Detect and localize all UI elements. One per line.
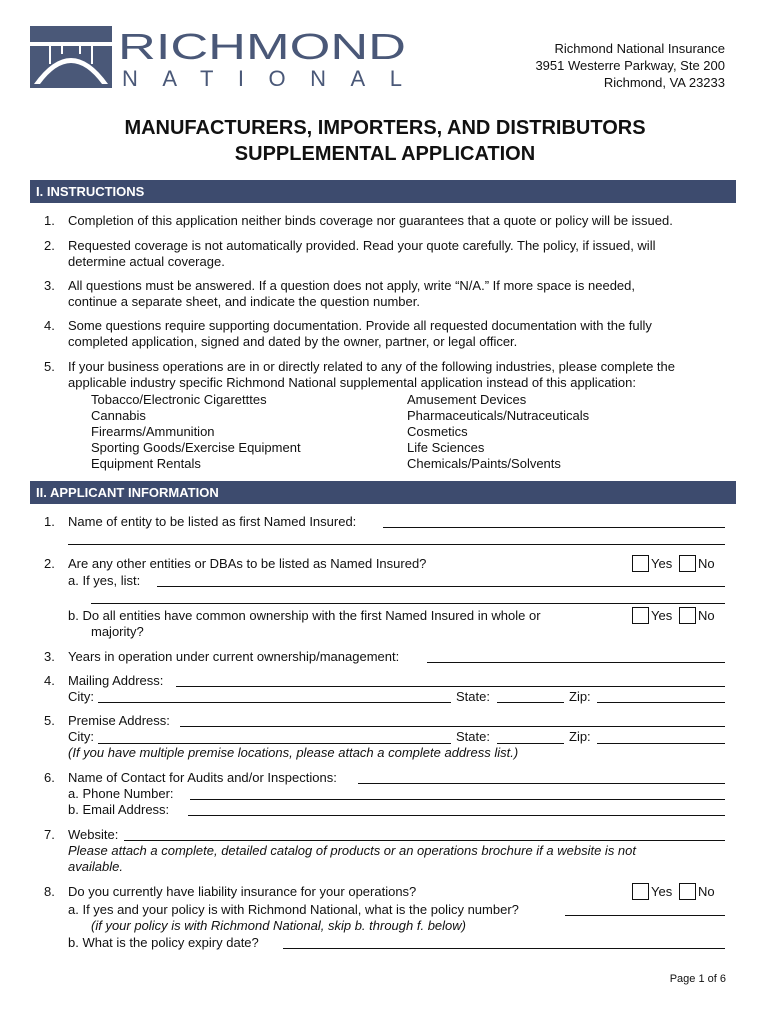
title-line-2: SUPPLEMENTAL APPLICATION (234, 143, 536, 165)
q2b-yes-checkbox[interactable] (632, 607, 649, 624)
question-number: 6. (44, 770, 55, 785)
sub-question-label: a. If yes and your policy is with Richmond National, what is the policy number? (68, 902, 519, 917)
page-number: Page 1 of 6 (669, 973, 726, 985)
industry-item: Amusement Devices (407, 392, 527, 407)
item-text: applicable industry specific Richmond National supplemental application instead of this application: (68, 375, 636, 390)
item-number: 2. (44, 238, 55, 253)
policy-expiry-date-field[interactable] (283, 948, 725, 949)
item-text: determine actual coverage. (68, 254, 225, 269)
sub-question-label: a. Phone Number: (68, 786, 174, 801)
question-number: 7. (44, 827, 55, 842)
question-number: 8. (44, 884, 55, 899)
sub-question-label: majority? (91, 624, 144, 639)
question-label: Premise Address: (68, 713, 170, 728)
item-text: continue a separate sheet, and indicate the question number. (68, 294, 420, 309)
mailing-address-field[interactable] (176, 686, 725, 687)
policy-number-field[interactable] (565, 915, 725, 916)
question-number: 1. (44, 514, 55, 529)
sub-question-label: b. What is the policy expiry date? (68, 935, 259, 950)
question-label: Name of entity to be listed as first Named Insured: (68, 514, 357, 529)
section-header-instructions: I. INSTRUCTIONS (30, 180, 736, 203)
address-line: 3951 Westerre Parkway, Ste 200 (535, 58, 725, 73)
item-text: Requested coverage is not automatically provided. Read your quote carefully. The policy, if issued, will (68, 238, 656, 253)
city-label: City: (68, 729, 94, 744)
sub-question-label: b. Email Address: (68, 802, 170, 817)
item-text: All questions must be answered. If a question does not apply, write “N/A.” If more space is needed, (68, 278, 635, 293)
other-entities-list-field-line-2[interactable] (91, 603, 725, 604)
no-label: No (698, 884, 715, 899)
q8-no-checkbox[interactable] (679, 883, 696, 900)
richmond-national-logo (30, 24, 410, 90)
question-label: Website: (68, 827, 119, 842)
address-line: Richmond National Insurance (554, 41, 725, 56)
question-4 (0, 673, 770, 705)
named-insured-field-line-2[interactable] (68, 544, 725, 545)
yes-label: Yes (651, 556, 673, 571)
sub-question-label: a. If yes, list: (68, 573, 141, 588)
industry-item: Cosmetics (407, 424, 468, 439)
item-text: If your business operations are in or directly related to any of the following industries, please complete the (68, 359, 676, 374)
industry-item: Life Sciences (407, 440, 485, 455)
company-address (535, 40, 725, 91)
email-address-field[interactable] (188, 815, 725, 816)
zip-label: Zip: (569, 689, 591, 704)
industry-item: Pharmaceuticals/Nutraceuticals (407, 408, 590, 423)
q2-yes-checkbox[interactable] (632, 555, 649, 572)
industry-item: Chemicals/Paints/Solvents (407, 456, 561, 471)
section-header-applicant-information: II. APPLICANT INFORMATION (30, 481, 736, 504)
premise-state-field[interactable] (497, 743, 564, 744)
title-line-1: MANUFACTURERS, IMPORTERS, AND DISTRIBUTORS (124, 117, 646, 139)
premise-address-field[interactable] (180, 726, 725, 727)
zip-label: Zip: (569, 729, 591, 744)
question-7 (0, 827, 770, 875)
question-number: 4. (44, 673, 55, 688)
question-label: Are any other entities or DBAs to be listed as Named Insured? (68, 556, 427, 571)
contact-name-field[interactable] (358, 783, 725, 784)
industry-item: Firearms/Ammunition (91, 424, 215, 439)
item-text: Some questions require supporting documentation. Provide all requested documentation with the fully (68, 318, 652, 333)
premise-zip-field[interactable] (597, 743, 725, 744)
yes-label: Yes (651, 884, 673, 899)
item-number: 4. (44, 318, 55, 333)
question-label: Name of Contact for Audits and/or Inspections: (68, 770, 337, 785)
no-label: No (698, 556, 715, 571)
item-number: 1. (44, 213, 55, 228)
mailing-zip-field[interactable] (597, 702, 725, 703)
yes-label: Yes (651, 608, 673, 623)
q2-no-checkbox[interactable] (679, 555, 696, 572)
question-number: 3. (44, 649, 55, 664)
question-label: Do you currently have liability insurance for your operations? (68, 884, 417, 899)
question-label: Years in operation under current ownership/management: (68, 649, 400, 664)
item-number: 5. (44, 359, 55, 374)
mailing-state-field[interactable] (497, 702, 564, 703)
website-note: Please attach a complete, detailed catalog of products or an operations brochure if a website is not (68, 843, 637, 858)
industry-item: Sporting Goods/Exercise Equipment (91, 440, 301, 455)
state-label: State: (456, 689, 490, 704)
premise-note: (If you have multiple premise locations, please attach a complete address list.) (68, 745, 519, 760)
question-label: Mailing Address: (68, 673, 164, 688)
item-text: completed application, signed and dated by the owner, partner, or legal officer. (68, 334, 518, 349)
bridge-icon (30, 26, 112, 88)
state-label: State: (456, 729, 490, 744)
document-title (0, 115, 770, 167)
instruction-item (0, 359, 770, 391)
instruction-item (0, 318, 770, 350)
phone-number-field[interactable] (190, 799, 725, 800)
instruction-item (0, 238, 770, 270)
other-entities-list-field[interactable] (157, 586, 725, 587)
website-field[interactable] (124, 840, 725, 841)
no-label: No (698, 608, 715, 623)
premise-city-field[interactable] (98, 743, 451, 744)
policy-note: (if your policy is with Richmond National, skip b. through f. below) (91, 918, 466, 933)
item-number: 3. (44, 278, 55, 293)
city-label: City: (68, 689, 94, 704)
question-6 (0, 770, 770, 818)
industry-item: Tobacco/Electronic Cigaretttes (91, 392, 267, 407)
industry-item: Cannabis (91, 408, 146, 423)
question-number: 2. (44, 556, 55, 571)
logo-word-national: NATIONAL (122, 66, 402, 90)
item-text: Completion of this application neither binds coverage nor guarantees that a quote or policy will be issued. (68, 213, 673, 228)
years-in-operation-field[interactable] (427, 662, 725, 663)
logo-word-richmond: RICHMOND (118, 26, 406, 67)
instruction-item (0, 213, 770, 229)
sub-question-label: b. Do all entities have common ownership with the first Named Insured in whole or (68, 608, 541, 623)
named-insured-field[interactable] (383, 527, 725, 528)
q2b-no-checkbox[interactable] (679, 607, 696, 624)
industries-list (0, 392, 770, 474)
website-note: available. (68, 859, 123, 874)
address-line: Richmond, VA 23233 (603, 75, 725, 90)
question-number: 5. (44, 713, 55, 728)
mailing-city-field[interactable] (98, 702, 451, 703)
q8-yes-checkbox[interactable] (632, 883, 649, 900)
question-5 (0, 713, 770, 761)
industry-item: Equipment Rentals (91, 456, 201, 471)
instruction-item (0, 278, 770, 310)
